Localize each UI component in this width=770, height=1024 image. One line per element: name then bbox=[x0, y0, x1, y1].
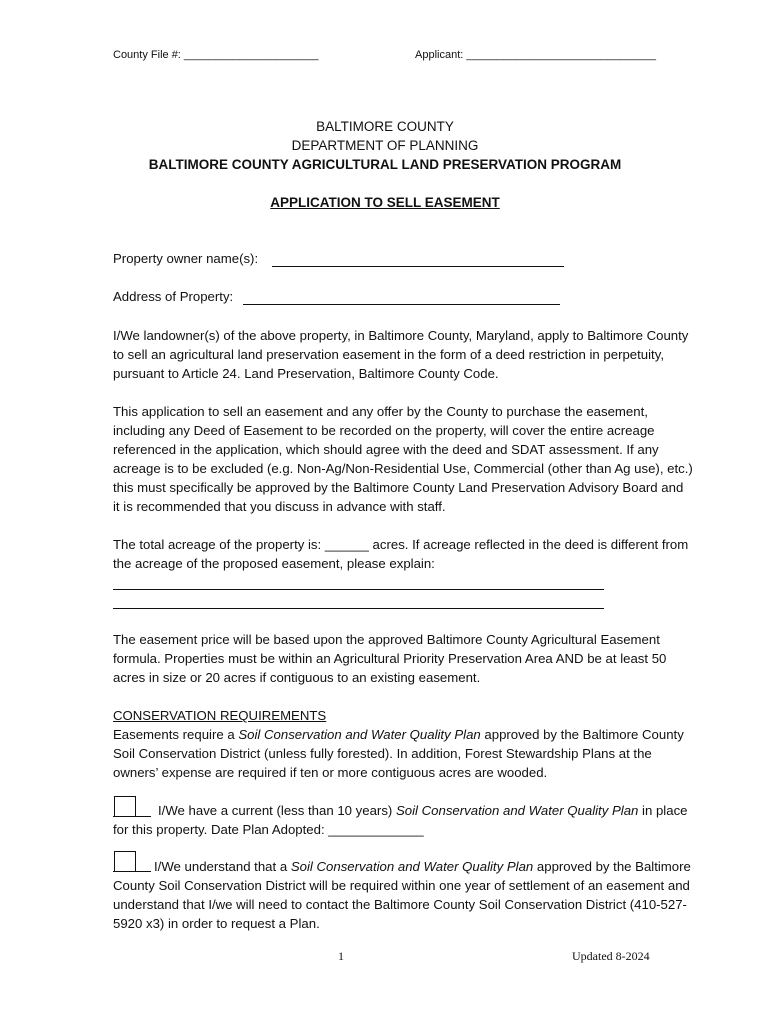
plan-required-statement bbox=[113, 857, 693, 933]
acreage-text-post: acres. If acreage reflected in the deed is different from the acreage of the proposed easement, please explain: bbox=[113, 537, 689, 571]
current-plan-statement bbox=[113, 801, 693, 839]
acreage-paragraph bbox=[113, 535, 693, 573]
explain-line-1[interactable] bbox=[113, 589, 604, 590]
explain-line-2[interactable] bbox=[113, 608, 604, 609]
conservation-heading: CONSERVATION REQUIREMENTS bbox=[113, 708, 327, 723]
intro-plan-name: Soil Conservation and Water Quality Plan bbox=[238, 727, 481, 742]
cb2-text-pre: I/We understand that a bbox=[154, 859, 291, 874]
cb2-text-post: approved by the Baltimore County Soil Conservation District will be required within one year of settlement of an easement and understand that I/we will need to contact the Baltimore County Soil Conservation District (410-527-5920 x3) in order to request a Plan. bbox=[113, 859, 691, 931]
owner-label: Property owner name(s): bbox=[113, 251, 259, 266]
title-program: BALTIMORE COUNTY AGRICULTURAL LAND PRESERVATION PROGRAM bbox=[148, 157, 622, 172]
county-file-field: County File #: ______________________ bbox=[113, 49, 319, 61]
landowner-paragraph: I/We landowner(s) of the above property, in Baltimore County, Maryland, apply to Baltimore County to sell an agricultural land preservation easement in the form of a deed restriction in perpetuity, pursuant to Article 24. Land Preservation, Baltimore County Code. bbox=[113, 328, 689, 381]
intro-text-pre: Easements require a bbox=[113, 727, 239, 742]
conservation-intro bbox=[113, 725, 693, 782]
form-heading: APPLICATION TO SELL EASEMENT bbox=[270, 195, 500, 210]
updated-date: Updated 8-2024 bbox=[572, 949, 650, 963]
acreage-text-pre: The total acreage of the property is: bbox=[113, 537, 325, 552]
intro-text-post: approved by the Baltimore County Soil Conservation District (unless fully forested). In addition, Forest Stewardship Plans at the owners’ expense are required if ten or more contiguous acres are wooded. bbox=[113, 727, 684, 780]
applicant-field: Applicant: _______________________________ bbox=[415, 49, 657, 61]
acreage-blank[interactable]: ______ bbox=[324, 537, 369, 552]
cb1-text-pre: I/We have a current (less than 10 years) bbox=[158, 803, 396, 818]
title-department: DEPARTMENT OF PLANNING bbox=[291, 138, 479, 153]
cb1-text-post: in place for this property. Date Plan Adopted: bbox=[113, 803, 688, 837]
address-line[interactable] bbox=[243, 304, 560, 305]
page-number: 1 bbox=[338, 949, 344, 963]
cb2-plan-name: Soil Conservation and Water Quality Plan bbox=[290, 859, 534, 874]
address-label: Address of Property: bbox=[113, 289, 234, 304]
cb1-plan-name: Soil Conservation and Water Quality Plan bbox=[395, 803, 639, 818]
date-adopted-blank[interactable]: _____________ bbox=[328, 822, 424, 837]
owner-name-line[interactable] bbox=[272, 266, 564, 267]
price-paragraph: The easement price will be based upon the approved Baltimore County Agricultural Easement formula. Properties must be within an Agricultural Priority Preservation Area AND be at least 50 acres in size or 20 acres if contiguous to an existing easement. bbox=[113, 632, 667, 685]
title-county: BALTIMORE COUNTY bbox=[316, 119, 454, 134]
easement-scope-paragraph: This application to sell an easement and any offer by the County to purchase the easement, including any Deed of Easement to be recorded on the property, will cover the entire acreage referenced in the application, which should agree with the deed and SDAT assessment. If any acreage is to be excluded (e.g. Non-Ag/Non-Residential Use, Commercial (other than Ag use), etc.) this must specifically be approved by the Baltimore County Land Preservation Advisory Board and it is recommended that you discuss in advance with staff. bbox=[113, 404, 693, 514]
